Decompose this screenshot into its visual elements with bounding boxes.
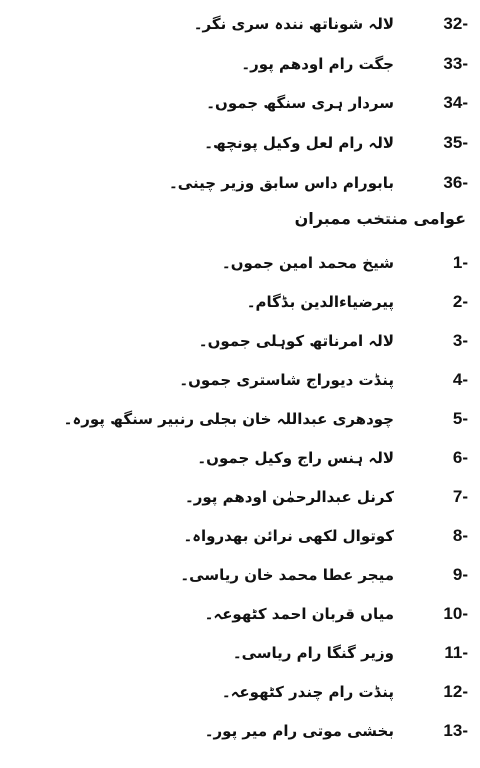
- list-item: [169, 166, 468, 200]
- list-item: [206, 86, 468, 120]
- entry-number: 11-: [444, 643, 468, 662]
- list-item: [197, 441, 468, 475]
- list-item: [205, 714, 468, 748]
- entry-number: 6-: [452, 448, 468, 467]
- entry-text: سردار ہری سنگھ جموں۔: [206, 94, 394, 112]
- entry-number: 2-: [452, 292, 468, 311]
- list-item: [199, 324, 468, 358]
- entry-number: 33-: [443, 54, 468, 73]
- list-item: [180, 558, 468, 592]
- list-item: [241, 47, 468, 81]
- entry-number: 8-: [452, 526, 468, 545]
- entry-text: میاں قربان احمد کٹھوعہ۔: [204, 605, 394, 623]
- entry-text: پیرضیاءالدین بڈگام۔: [246, 293, 394, 311]
- list-item: [179, 363, 468, 397]
- entry-text: وزیر گنگا رام ریاسی۔: [232, 644, 394, 662]
- entry-text: بخشی موتی رام میر پور۔: [204, 722, 394, 740]
- list-item: [194, 7, 468, 41]
- entry-number: 13-: [443, 721, 468, 740]
- entry-number: 1-: [452, 253, 468, 272]
- entry-text: میجر عطا محمد خان ریاسی۔: [180, 566, 394, 584]
- entry-text: بابورام داس سابق وزیر چینی۔: [169, 174, 394, 192]
- entry-number: 4-: [452, 370, 468, 389]
- list-item: [205, 597, 468, 631]
- list-item: [247, 285, 468, 319]
- entry-number: 9-: [452, 565, 468, 584]
- entry-text: کوتوال لکھی نرائن بھدرواہ۔: [183, 527, 394, 545]
- entry-number: 5-: [452, 409, 468, 428]
- entry-text: لالہ شوناتھ نندہ سری نگر۔: [193, 15, 394, 33]
- entry-text: شیخ محمد امین جموں۔: [221, 254, 394, 272]
- entry-text: لالہ ہنس راج وکیل جموں۔: [197, 449, 394, 467]
- entry-number: 10-: [443, 604, 468, 623]
- entry-number: 34-: [443, 93, 468, 112]
- entry-text: کرنل عبدالرحمٰن اودھم پور۔: [184, 488, 394, 506]
- list-item: [185, 480, 468, 514]
- list-item: [222, 246, 468, 280]
- entry-text: لالہ امرناتھ کوہلی جموں۔: [198, 332, 394, 350]
- list-item: [222, 675, 468, 709]
- entry-text: جگت رام اودھم پور۔: [241, 55, 394, 73]
- entry-text: چودھری عبداللہ خان بجلی رنبیر سنگھ پورہ۔: [63, 410, 394, 428]
- list-item: [204, 126, 468, 160]
- list-item: [183, 519, 468, 553]
- entry-number: 36-: [443, 173, 468, 192]
- entry-number: 12-: [443, 682, 468, 701]
- entry-number: 32-: [443, 14, 468, 33]
- list-item: [64, 402, 468, 436]
- section-heading: عوامی منتخب ممبران: [294, 209, 466, 228]
- list-item: [233, 636, 468, 670]
- entry-number: 35-: [443, 133, 468, 152]
- entry-number: 3-: [452, 331, 468, 350]
- entry-number: 7-: [452, 487, 468, 506]
- entry-text: پنڈت دیوراج شاستری جموں۔: [179, 371, 394, 389]
- entry-text: لالہ رام لعل وکیل پونچھ۔: [204, 134, 394, 152]
- entry-text: پنڈت رام چندر کٹھوعہ۔: [221, 683, 394, 701]
